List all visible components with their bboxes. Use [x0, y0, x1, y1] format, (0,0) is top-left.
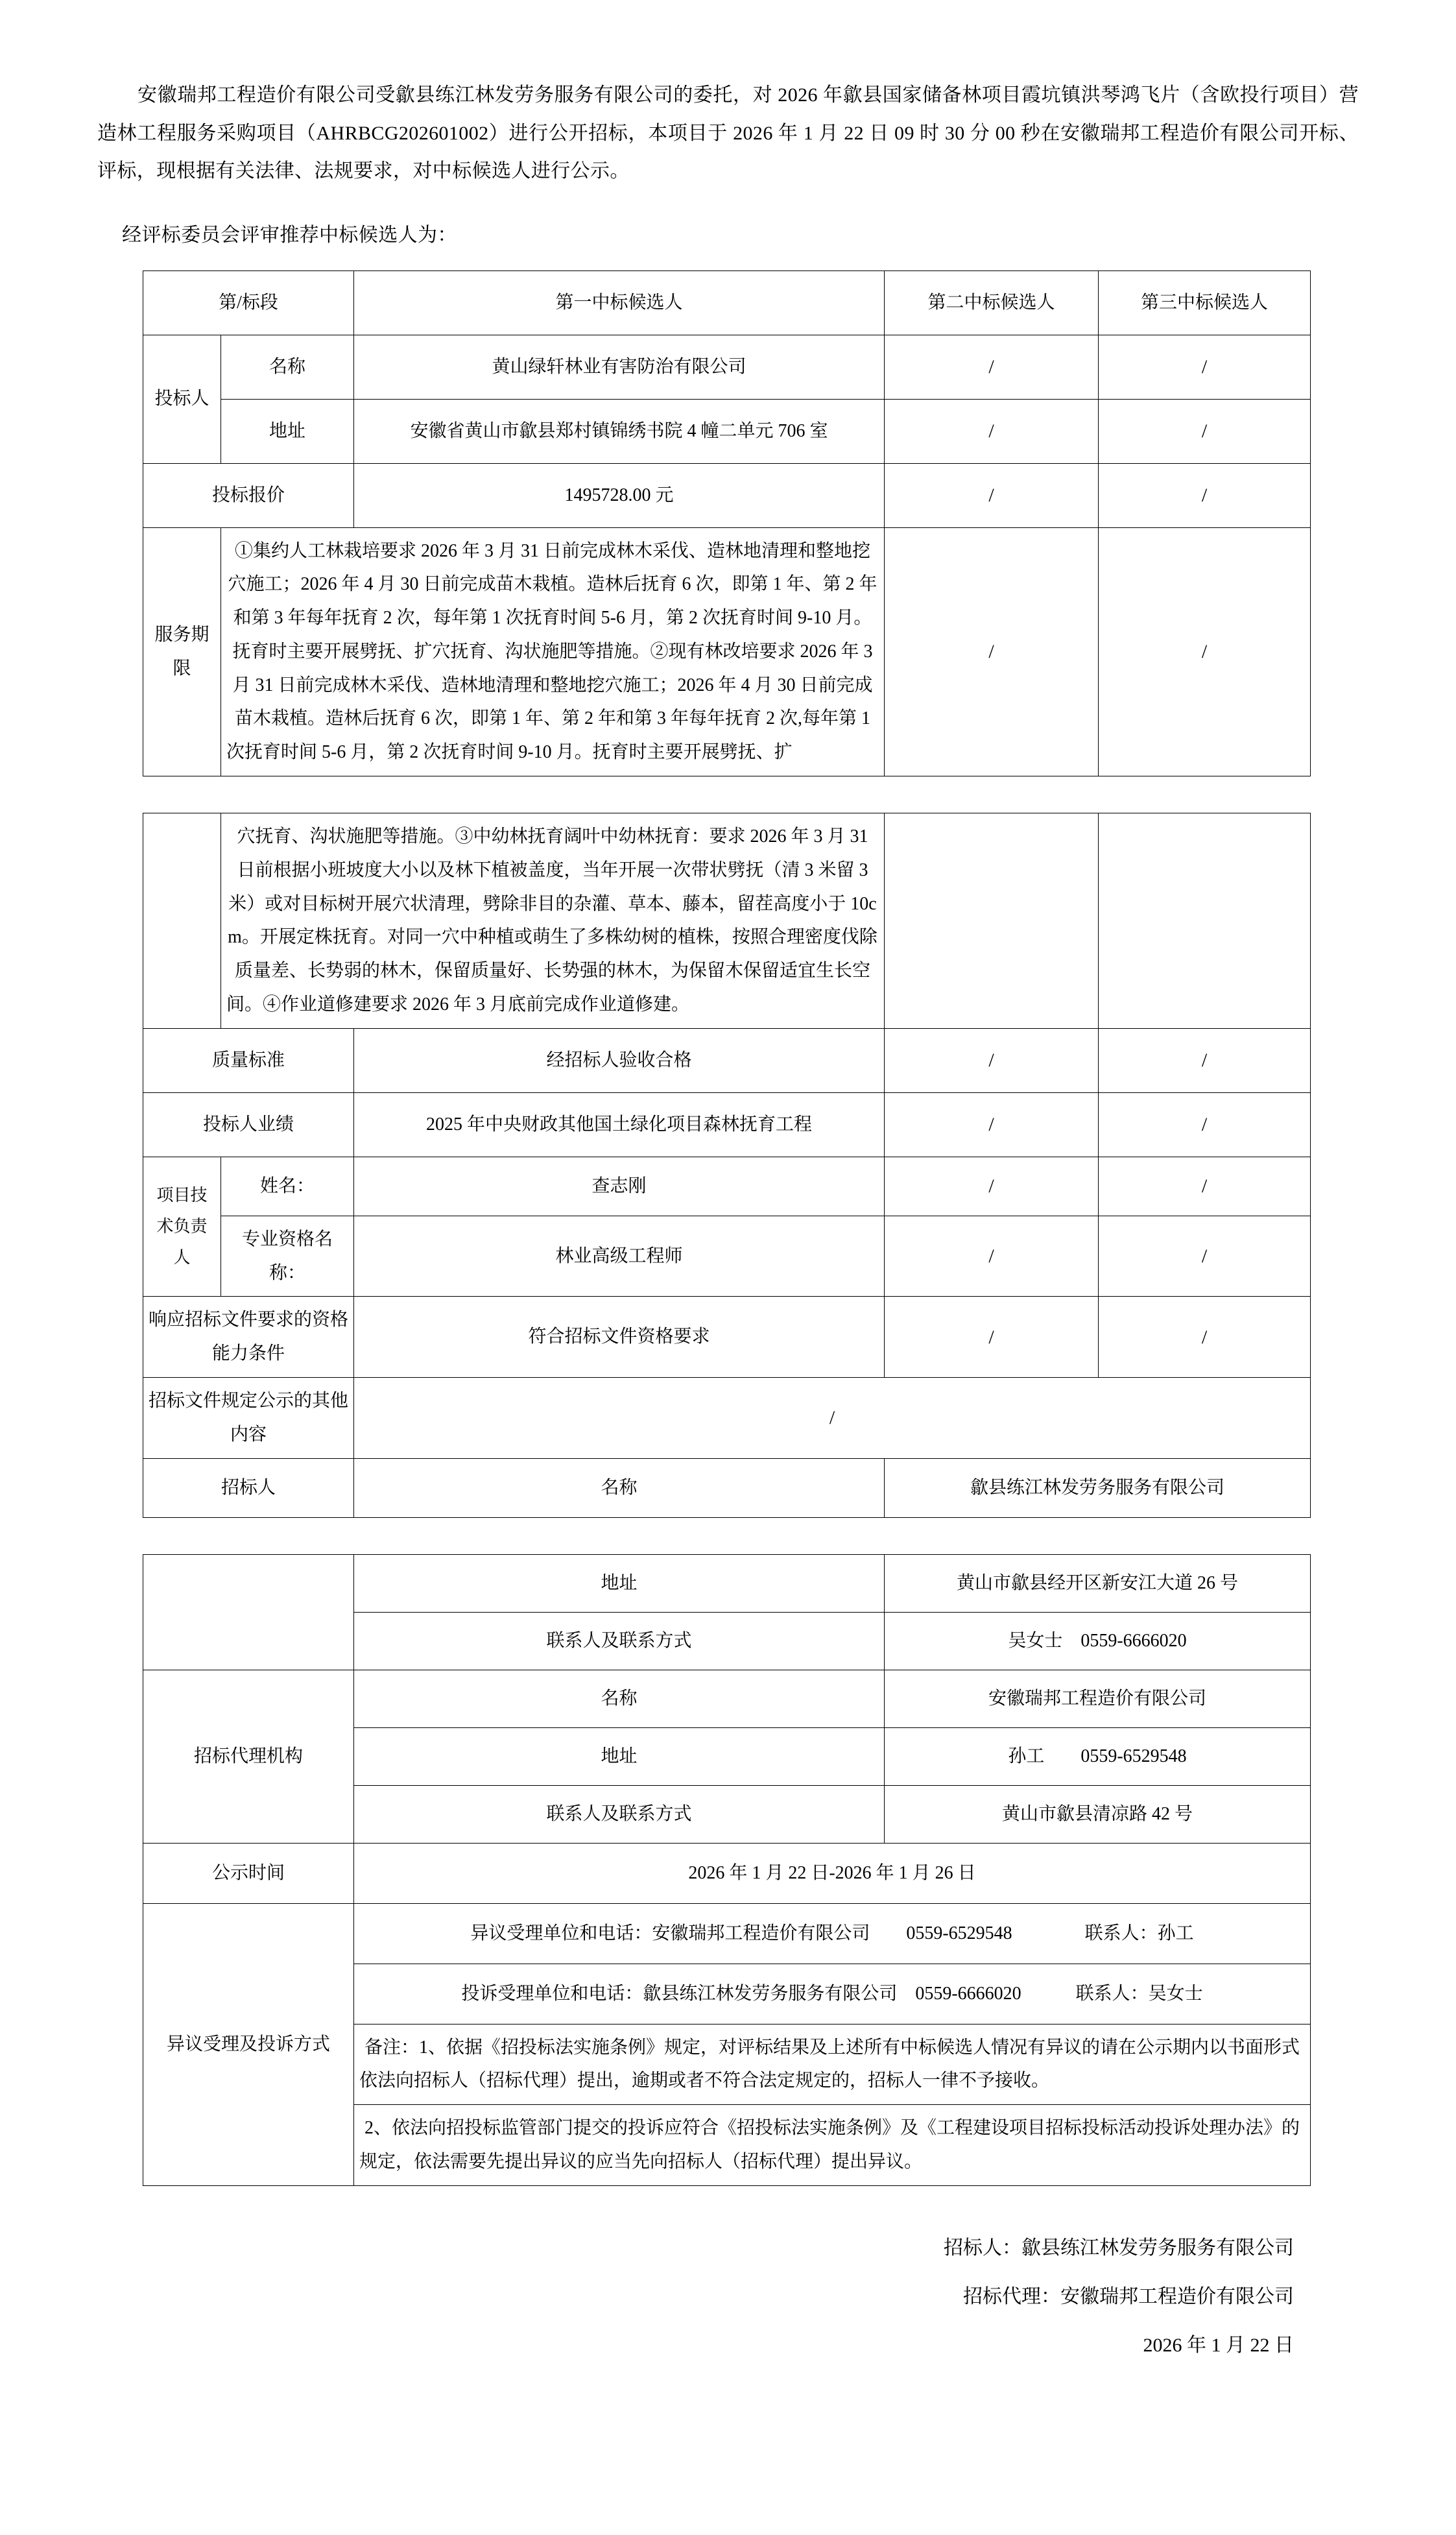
quality-standard-c3: /: [1099, 1028, 1311, 1092]
bidder-group-label: 投标人: [143, 335, 221, 463]
objection-line-2: 投诉受理单位和电话：歙县练江林发劳务服务有限公司 0559-6666020 联系人：吴女士: [354, 1964, 1311, 2024]
bidder-name-c3: /: [1099, 335, 1311, 399]
bidder-name-label: 名称: [221, 335, 354, 399]
agency-contact-value: 黄山市歙县清凉路 42 号: [885, 1785, 1311, 1843]
service-period-label-cont: [143, 813, 221, 1029]
table-row-other-content: [143, 1378, 1311, 1459]
tech-lead-name-c2: /: [885, 1157, 1099, 1216]
candidates-table-part1: [143, 270, 1311, 777]
header-candidate-3: 第三中标候选人: [1099, 270, 1311, 335]
service-period-c3-cont: [1099, 813, 1311, 1029]
publicity-time-value: 2026 年 1 月 22 日-2026 年 1 月 26 日: [354, 1843, 1311, 1903]
publicity-time-label: 公示时间: [143, 1843, 354, 1903]
bidder-performance-value: 2025 年中央财政其他国土绿化项目森林抚育工程: [354, 1092, 885, 1157]
signature-date: 2026 年 1 月 22 日: [1143, 2334, 1294, 2356]
qualification-response-c3: /: [1099, 1297, 1311, 1378]
agency-name-label: 名称: [354, 1670, 885, 1727]
table-row-tech-lead-name: [143, 1157, 1311, 1216]
qualification-response-label: 响应招标文件要求的资格能力条件: [143, 1297, 354, 1378]
tenderee-address-value: 黄山市歙县经开区新安江大道 26 号: [885, 1554, 1311, 1612]
bidder-address-label: 地址: [221, 399, 354, 463]
table-row-bidder-address: [143, 399, 1311, 463]
agency-address-label: 地址: [354, 1727, 885, 1785]
table-row-service-period-part2: [143, 813, 1311, 1029]
table-row-bid-price: [143, 463, 1311, 527]
bidder-name-value: 黄山绿轩林业有害防治有限公司: [354, 335, 885, 399]
table-row-tenderee-name: [143, 1458, 1311, 1517]
table-row-bidder-name: [143, 335, 1311, 399]
bidder-address-c2: /: [885, 399, 1099, 463]
service-period-text-part2: 穴抚育、沟状施肥等措施。③中幼林抚育阔叶中幼林抚育：要求 2026 年 3 月 31 日前根据小班坡度大小以及林下植被盖度，当年开展一次带状劈抚（清 3 米留 3 米）或对目标树开展穴状清理，劈除非目的杂灌、草本、藤本，留茬高度小于 10cm。开展定株抚育。对同一穴中种植或萌生了多株幼树的植株，按照合理密度伐除质量差、长势弱的林木，保留质量好、长势强的林木，为保留木保留适宜生长空间。④作业道修建要求 2026 年 3 月底前完成作业道修建。: [221, 813, 885, 1029]
page-break-gap-2: [0, 1518, 1456, 1537]
table-row-tenderee-address: [143, 1554, 1311, 1612]
tech-lead-name-value: 查志刚: [354, 1157, 885, 1216]
tenderee-name-value: 歙县练江林发劳务服务有限公司: [885, 1458, 1311, 1517]
bidder-performance-label: 投标人业绩: [143, 1092, 354, 1157]
signature-block: [0, 2186, 1456, 2370]
bid-price-value: 1495728.00 元: [354, 463, 885, 527]
quality-standard-label: 质量标准: [143, 1028, 354, 1092]
tech-lead-qual-c3: /: [1099, 1216, 1311, 1297]
bidder-performance-c3: /: [1099, 1092, 1311, 1157]
bid-price-c3: /: [1099, 463, 1311, 527]
bidder-address-c3: /: [1099, 399, 1311, 463]
table-row-objection-line1: [143, 1903, 1311, 1964]
tenderee-contact-label: 联系人及联系方式: [354, 1612, 885, 1670]
qualification-response-value: 符合招标文件资格要求: [354, 1297, 885, 1378]
candidates-table-part2: [143, 813, 1311, 1518]
table-row-qualification-response: [143, 1297, 1311, 1378]
objection-label: 异议受理及投诉方式: [143, 1903, 354, 2185]
table-row-bidder-performance: [143, 1092, 1311, 1157]
quality-standard-c2: /: [885, 1028, 1099, 1092]
table-row-publicity-time: [143, 1843, 1311, 1903]
objection-note-1: 备注：1、依据《招投标法实施条例》规定，对评标结果及上述所有中标候选人情况有异议的请在公示期内以书面形式依法向招标人（招标代理）提出，逾期或者不符合法定规定的，招标人一律不予接收。: [354, 2024, 1311, 2105]
header-candidate-1: 第一中标候选人: [354, 270, 885, 335]
agency-contact-label: 联系人及联系方式: [354, 1785, 885, 1843]
tenderee-group-label-cont: [143, 1554, 354, 1670]
lead-line: 经评标委员会评审推荐中标候选人为：: [122, 224, 457, 246]
qualification-response-c2: /: [885, 1297, 1099, 1378]
table-row-quality-standard: [143, 1028, 1311, 1092]
page-break-gap: [0, 776, 1456, 796]
header-section: 第/标段: [143, 270, 354, 335]
service-period-text-part1: ①集约人工林栽培要求 2026 年 3 月 31 日前完成林木采伐、造林地清理和整地挖穴施工；2026 年 4 月 30 日前完成苗木栽植。造林后抚育 6 次，即第 1 年、第 2 年和第 3 年每年抚育 2 次，每年第 1 次抚育时间 5-6 月，第 2 次抚育时间 9-10 月。抚育时主要开展劈抚、扩穴抚育、沟状施肥等措施。②现有林改培要求 2026 年 3 月 31 日前完成林木采伐、造林地清理和整地挖穴施工；2026 年 4 月 30 日前完成苗木栽植。造林后抚育 6 次，即第 1 年、第 2 年和第 3 年每年抚育 2 次,每年第 1 次抚育时间 5-6 月，第 2 次抚育时间 9-10 月。抚育时主要开展劈抚、扩: [221, 527, 885, 776]
agency-group-label: 招标代理机构: [143, 1670, 354, 1843]
signature-agency: 招标代理：安徽瑞邦工程造价有限公司: [963, 2285, 1294, 2307]
tech-lead-qual-label: 专业资格名称：: [221, 1216, 354, 1297]
tech-lead-qual-c2: /: [885, 1216, 1099, 1297]
table-row-agency-name: [143, 1670, 1311, 1727]
bid-price-c2: /: [885, 463, 1099, 527]
tenderee-name-label: 名称: [354, 1458, 885, 1517]
candidates-table-part3: [143, 1554, 1311, 2186]
service-period-label: 服务期限: [143, 527, 221, 776]
tenderee-group-label: 招标人: [143, 1458, 354, 1517]
bidder-address-value: 安徽省黄山市歙县郑村镇锦绣书院 4 幢二单元 706 室: [354, 399, 885, 463]
other-content-label: 招标文件规定公示的其他内容: [143, 1378, 354, 1459]
tech-lead-name-label: 姓名：: [221, 1157, 354, 1216]
bidder-name-c2: /: [885, 335, 1099, 399]
service-period-c2: /: [885, 527, 1099, 776]
bidder-performance-c2: /: [885, 1092, 1099, 1157]
service-period-c2-cont: [885, 813, 1099, 1029]
bid-price-label: 投标报价: [143, 463, 354, 527]
tech-lead-name-c3: /: [1099, 1157, 1311, 1216]
header-candidate-2: 第二中标候选人: [885, 270, 1099, 335]
tech-lead-group-label: 项目技术负责人: [143, 1157, 221, 1297]
service-period-c3: /: [1099, 527, 1311, 776]
agency-name-value: 安徽瑞邦工程造价有限公司: [885, 1670, 1311, 1727]
intro-paragraph: 安徽瑞邦工程造价有限公司受歙县练江林发劳务服务有限公司的委托，对 2026 年歙县国家储备林项目霞坑镇洪琴鸿飞片（含欧投行项目）营造林工程服务采购项目（AHRBCG202601002）进行公开招标，本项目于 2026 年 1 月 22 日 09 时 30 分 00 秒在安徽瑞邦工程造价有限公司开标、评标，现根据有关法律、法规要求，对中标候选人进行公示。: [97, 84, 1359, 182]
objection-line-1: 异议受理单位和电话：安徽瑞邦工程造价有限公司 0559-6529548 联系人：孙工: [354, 1903, 1311, 1964]
agency-address-value: 孙工 0559-6529548: [885, 1727, 1311, 1785]
tech-lead-qual-value: 林业高级工程师: [354, 1216, 885, 1297]
tenderee-address-label: 地址: [354, 1554, 885, 1612]
table-header-row: [143, 270, 1311, 335]
objection-note-2: 2、依法向招投标监管部门提交的投诉应符合《招投标法实施条例》及《工程建设项目招标投标活动投诉处理办法》的规定，依法需要先提出异议的应当先向招标人（招标代理）提出异议。: [354, 2105, 1311, 2186]
quality-standard-value: 经招标人验收合格: [354, 1028, 885, 1092]
table-row-tech-lead-qualification: [143, 1216, 1311, 1297]
table-row-service-period-part1: [143, 527, 1311, 776]
tenderee-contact-value: 吴女士 0559-6666020: [885, 1612, 1311, 1670]
signature-tenderee: 招标人：歙县练江林发劳务服务有限公司: [944, 2237, 1294, 2259]
other-content-value: /: [354, 1378, 1311, 1459]
